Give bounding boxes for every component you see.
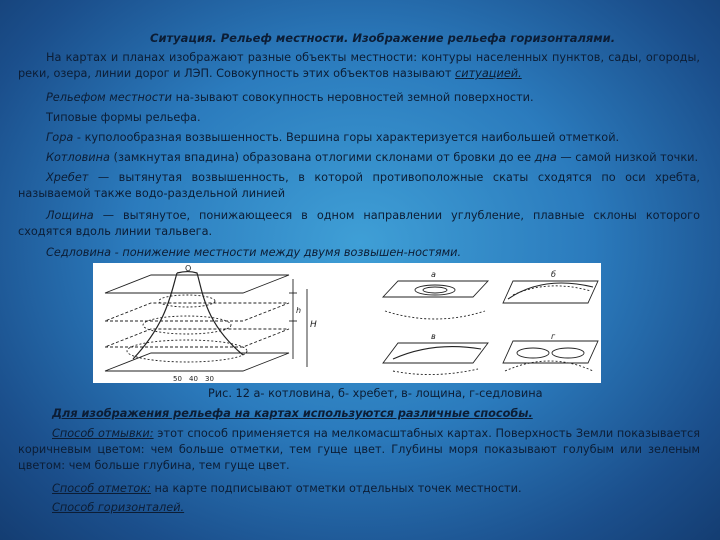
typical-forms-heading: Типовые формы рельефа. [46, 111, 201, 124]
scale-label-50: 50 [173, 375, 182, 383]
loshina-term: Лощина [46, 209, 94, 222]
label-a: а [431, 270, 436, 279]
relief-text: на-зывают совокупность неровностей земной поверхности. [171, 91, 534, 104]
loshina-text: — вытянутое, понижающееся в одном направлении углубление, плавные склоны которого сходятся вдоль линии тальвега. [18, 209, 700, 238]
gora-text: - куполообразная возвышенность. Вершина горы характеризуется наибольшей отметкой. [73, 131, 620, 144]
sedlovina-definition: Седловина - понижение местности между двумя возвышен-ностями. [46, 246, 462, 259]
otmyvka-paragraph [18, 426, 700, 474]
page-title: Ситуация. Рельеф местности. Изображение рельефа горизонталями. [150, 31, 616, 45]
label-g: г [551, 332, 556, 341]
scale-label-30: 30 [205, 375, 214, 383]
label-o: О [185, 264, 192, 273]
gorizontali-paragraph: Способ горизонталей. [52, 501, 185, 514]
situation-term: ситуацией. [455, 67, 522, 80]
kotlovina-text-1: (замкнутая впадина) образована отлогими склонами от бровки до ее [109, 151, 535, 164]
horizontal-planes-drawing [105, 272, 307, 372]
situation-text: На картах и планах изображают разные объекты местности: контуры населенных пунктов, сады, огороды, реки, озера, линии дорог и ЛЭП. Совокупность этих объектов называют [18, 51, 700, 80]
figure-caption: Рис. 12 а- котловина, б- хребет, в- лощина, г-седловина [208, 387, 543, 400]
otmyvka-term: Способ отмывки: [52, 427, 154, 440]
label-h: h [296, 306, 302, 315]
otmyvka-text: этот способ применяется на мелкомасштабных картах. Поверхность Земли показывается коричневым цветом: чем больше отметки, тем гуще цвет. Глубины моря показывают голубым или зеленым цветом: чем больше глубина, тем гуще цвет. [18, 427, 700, 472]
relief-definition [46, 90, 534, 106]
kotlovina-term: Котловина [46, 151, 110, 164]
gora-term: Гора [46, 131, 74, 144]
label-H: H [310, 320, 317, 330]
gora-definition [46, 130, 619, 146]
relief-forms-figure [93, 263, 601, 383]
label-v: в [431, 332, 436, 341]
methods-heading: Для изображения рельефа на картах используются различные способы. [52, 407, 533, 420]
loshina-definition [18, 208, 700, 240]
label-b: б [551, 270, 556, 279]
otmetok-text: на карте подписывают отметки отдельных точек местности. [150, 482, 522, 495]
hrebet-term: Хребет [46, 171, 89, 184]
relief-term: Рельефом местности [46, 91, 172, 104]
scale-label-40: 40 [189, 375, 198, 383]
kotlovina-definition [46, 150, 698, 166]
hrebet-text: — вытянутая возвышенность, в которой противоположные скаты сходятся по оси хребта, называемой также водо-раздельной линией [18, 171, 700, 200]
kotlovina-text-2: — самой низкой точки. [556, 151, 699, 164]
relief-diagram [93, 263, 601, 383]
kotlovina-dna: дна [534, 151, 557, 164]
otmetok-paragraph [52, 481, 522, 497]
situation-paragraph [18, 50, 700, 82]
otmetok-term: Способ отметок: [52, 482, 151, 495]
relief-sketches [383, 281, 598, 375]
hrebet-definition [18, 170, 700, 202]
